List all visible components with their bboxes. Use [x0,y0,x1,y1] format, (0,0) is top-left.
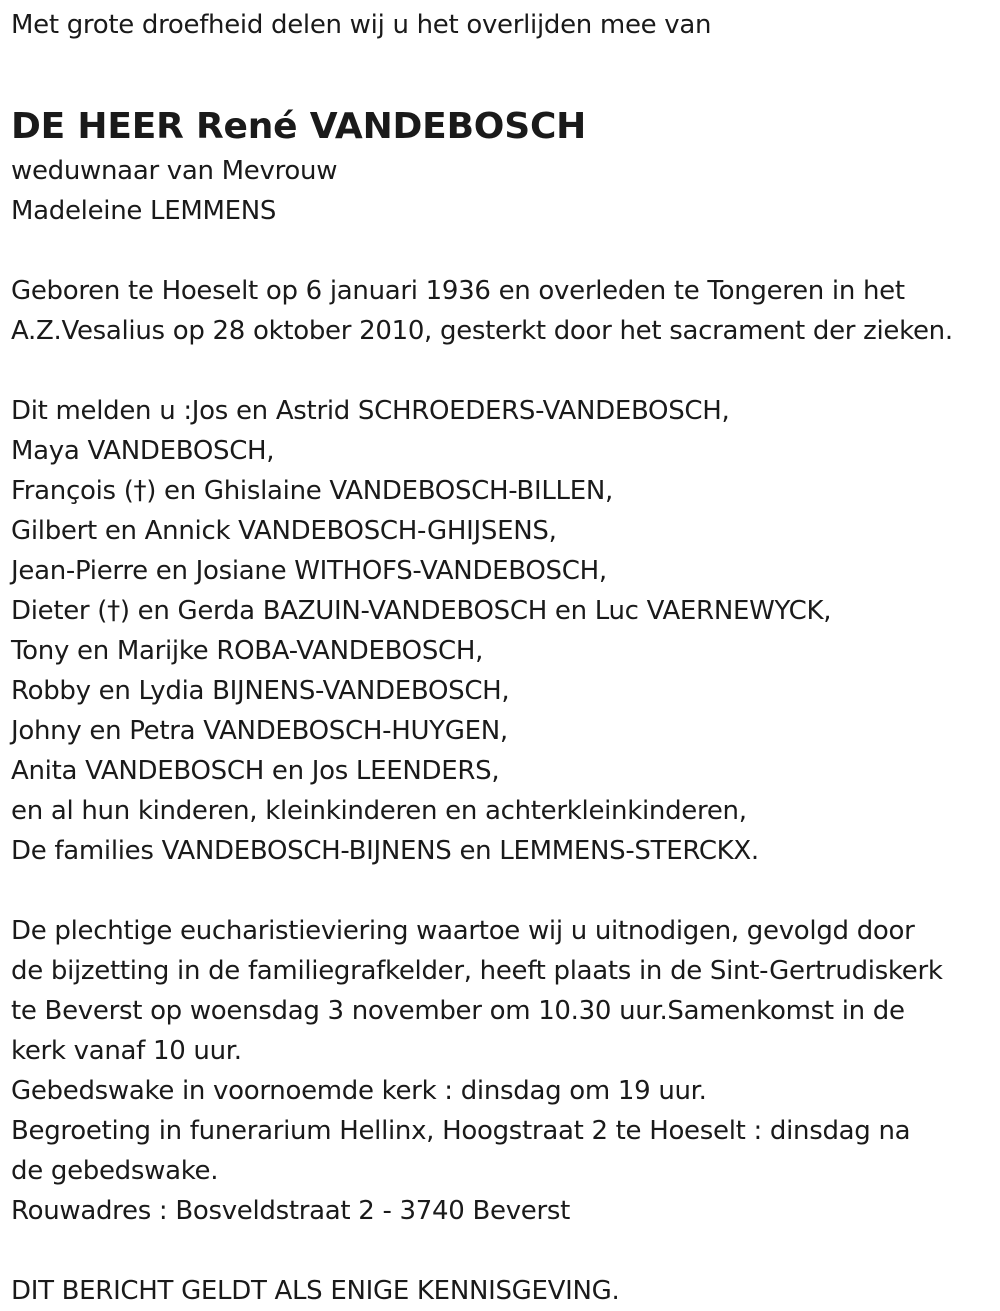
deceased-name: DE HEER René VANDEBOSCH [11,106,587,147]
ceremony-line: kerk vanaf 10 uur. [11,1036,242,1066]
spouse-line: Madeleine LEMMENS [11,196,277,226]
family-line: Gilbert en Annick VANDEBOSCH-GHIJSENS, [11,516,557,546]
family-line: en al hun kinderen, kleinkinderen en achterkleinkinderen, [11,796,747,826]
ceremony-line: de gebedswake. [11,1156,219,1186]
spacer [11,231,996,271]
spacer [11,871,996,911]
ceremony-line: De plechtige eucharistieviering waartoe wij u uitnodigen, gevolgd door [11,916,915,946]
family-line: Maya VANDEBOSCH, [11,436,275,466]
spacer [11,1231,996,1271]
family-line: Dit melden u :Jos en Astrid SCHROEDERS-VANDEBOSCH, [11,396,730,426]
birth-death-line: Geboren te Hoeselt op 6 januari 1936 en overleden te Tongeren in het [11,276,905,306]
intro-text: Met grote droefheid delen wij u het overlijden mee van [11,10,712,40]
family-line: Robby en Lydia BIJNENS-VANDEBOSCH, [11,676,510,706]
birth-death-section [11,271,996,351]
family-line: De families VANDEBOSCH-BIJNENS en LEMMENS-STERCKX. [11,836,759,866]
family-line: Anita VANDEBOSCH en Jos LEENDERS, [11,756,500,786]
spacer [11,351,996,391]
ceremony-line: Gebedswake in voornoemde kerk : dinsdag om 19 uur. [11,1076,707,1106]
ceremony-line: te Beverst op woensdag 3 november om 10.30 uur.Samenkomst in de [11,996,905,1026]
ceremony-section [11,911,996,1231]
death-notice [11,0,996,1311]
birth-death-line: A.Z.Vesalius op 28 oktober 2010, gesterkt door het sacrament der zieken. [11,316,953,346]
spouse-section [11,151,996,231]
family-line: Tony en Marijke ROBA-VANDEBOSCH, [11,636,484,666]
family-line: Dieter (†) en Gerda BAZUIN-VANDEBOSCH en Luc VAERNEWYCK, [11,596,832,626]
closing-notice: DIT BERICHT GELDT ALS ENIGE KENNISGEVING. [11,1276,620,1306]
ceremony-line: Begroeting in funerarium Hellinx, Hoogstraat 2 te Hoeselt : dinsdag na [11,1116,911,1146]
spouse-line: weduwnaar van Mevrouw [11,156,338,186]
family-line: François (†) en Ghislaine VANDEBOSCH-BILLEN, [11,476,613,506]
ceremony-line: de bijzetting in de familiegrafkelder, heeft plaats in de Sint-Gertrudiskerk [11,956,943,986]
family-line: Johny en Petra VANDEBOSCH-HUYGEN, [11,716,508,746]
ceremony-line: Rouwadres : Bosveldstraat 2 - 3740 Beverst [11,1196,571,1226]
family-section [11,391,996,871]
family-line: Jean-Pierre en Josiane WITHOFS-VANDEBOSCH, [11,556,607,586]
